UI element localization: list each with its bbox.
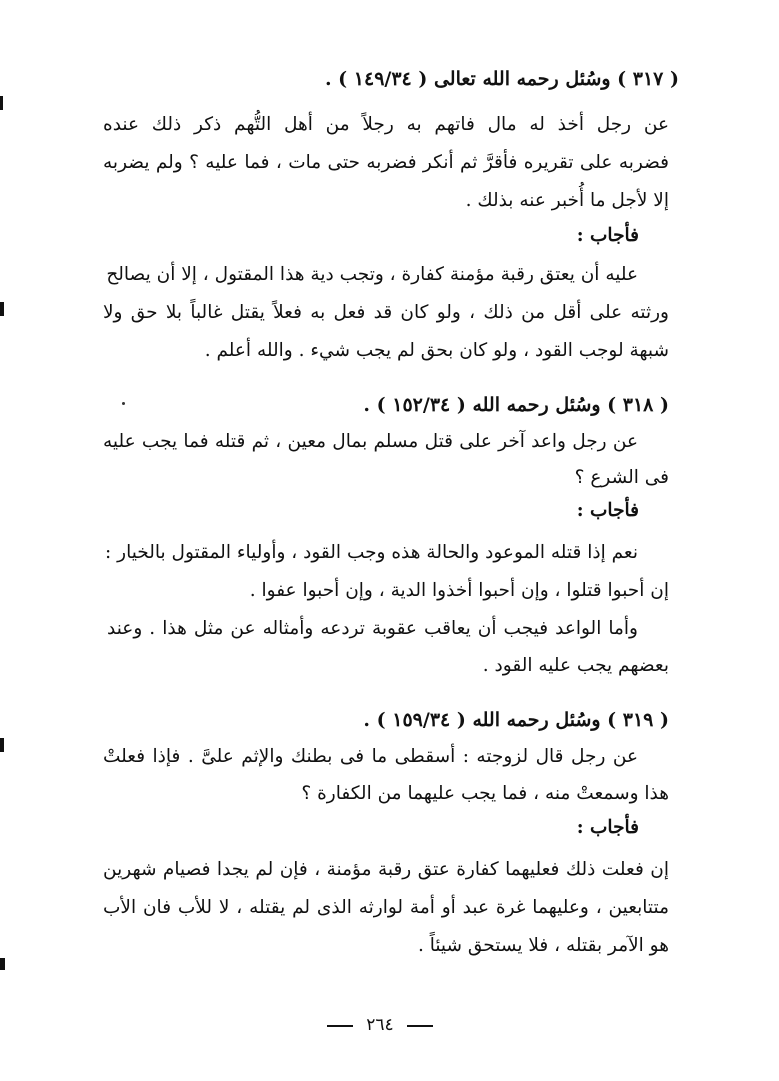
question-319-line-2: هذا وسمعتْ منه ، فما يجب عليهما من الكفارة ؟ [301, 783, 669, 804]
question-317-line-1: عن رجل أخذ له مال فاتهم به رجلاً من أهل التُّهم ذكر ذلك عنده [103, 114, 669, 135]
answer-318-line-4: بعضهم يجب عليه القود . [482, 655, 669, 676]
answer-317-line-1: عليه أن يعتق رقبة مؤمنة كفارة ، وتجب دية هذا المقتول ، إلا أن يصالح [106, 264, 638, 285]
page-number: ٢٦٤ [366, 1015, 394, 1035]
question-318-line-2: فى الشرع ؟ [574, 467, 669, 488]
answer-318-line-2: إن أحبوا قتلوا ، وإن أحبوا أخذوا الدية ، وإن أحبوا عفوا . [249, 580, 669, 601]
question-319-heading: ( ٣١٩ ) وسُئل رحمه الله ( ١٥٩/٣٤ ) . [363, 709, 669, 731]
question-317-line-2: فضربه على تقريره فأقرَّ ثم أنكر فضربه حتى مات ، فما عليه ؟ ولم يضربه [103, 152, 669, 173]
footer-dash-left [407, 1025, 433, 1027]
question-319-line-1: عن رجل قال لزوجته : أسقطى ما فى بطنك والإثم علىَّ . فإذا فعلتْ [103, 746, 638, 767]
answer-318-line-1: نعم إذا قتله الموعود والحالة هذه وجب القود ، وأولياء المقتول بالخيار : [105, 542, 638, 563]
scan-mark [0, 302, 4, 316]
page-footer [280, 1010, 480, 1040]
scan-mark [0, 958, 5, 970]
answer-317-label: فأجاب : [576, 225, 639, 246]
question-318-heading: ( ٣١٨ ) وسُئل رحمه الله ( ١٥٢/٣٤ ) . [363, 394, 669, 416]
answer-317-line-3: شبهة لوجب القود ، ولو كان بحق لم يجب شيء . والله أعلم . [204, 340, 669, 361]
answer-319-line-2: متتابعين ، وعليهما غرة عبد أو أمة لوارثه الذى لم يقتله ، لا للأب فان الأب [103, 897, 669, 918]
answer-318-line-3: وأما الواعد فيجب أن يعاقب عقوبة تردعه وأمثاله عن مثل هذا . وعند [107, 618, 638, 639]
question-317-line-3: إلا لأجل ما أُخبر عنه بذلك . [465, 190, 669, 211]
footer-dash-right [327, 1025, 353, 1027]
answer-319-label: فأجاب : [576, 817, 639, 838]
answer-319-line-3: هو الآمر بقتله ، فلا يستحق شيئاً . [417, 935, 669, 956]
scan-dot [122, 402, 125, 405]
answer-317-line-2: ورثته على أقل من ذلك ، ولو كان قد فعل به فعلاً يقتل غالباً بلا حق ولا [103, 302, 669, 323]
answer-318-label: فأجاب : [576, 500, 639, 521]
question-318-line-1: عن رجل واعد آخر على قتل مسلم بمال معين ، ثم قتله فما يجب عليه [103, 431, 638, 452]
answer-319-line-1: إن فعلت ذلك فعليهما كفارة عتق رقبة مؤمنة ، فإن لم يجدا فصيام شهرين [103, 859, 669, 880]
scan-mark [0, 738, 4, 752]
question-317-heading: ( ٣١٧ ) وسُئل رحمه الله تعالى ( ١٤٩/٣٤ ) . [324, 68, 679, 90]
scan-mark [0, 96, 3, 110]
